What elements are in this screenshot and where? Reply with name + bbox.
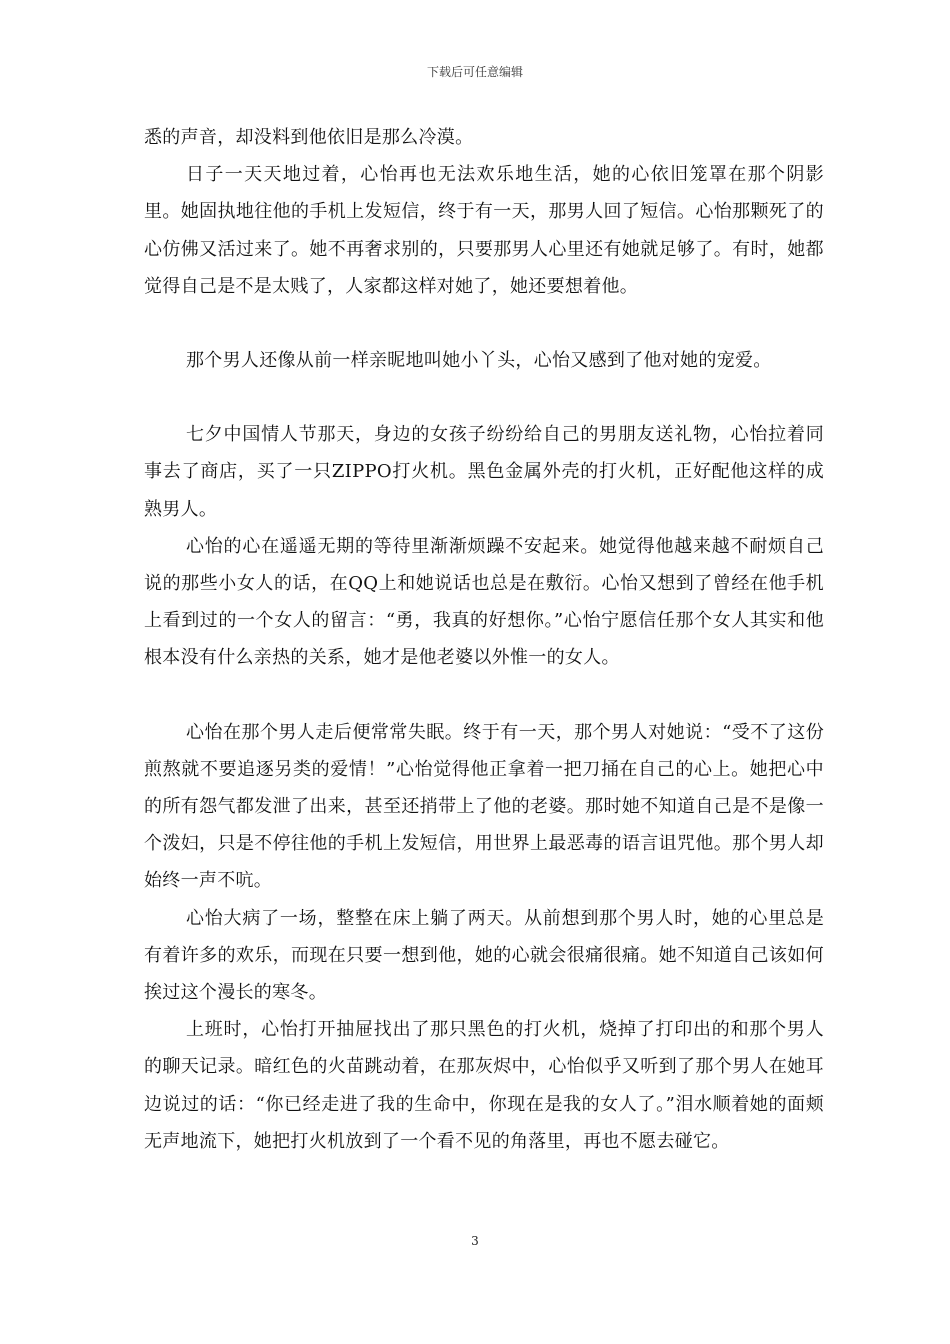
paragraph-continuation: 悉的声音，却没料到他依旧是那么冷漠。 bbox=[144, 127, 474, 148]
paragraph: 心怡的心在遥遥无期的等待里渐渐烦躁不安起来。她觉得他越来越不耐烦自己说的那些小女人的话，在QQ上和她说话也总是在敷衍。心怡又想到了曾经在他手机上看到过的一个女人的留言：“勇，我真的好想你。”心怡宁愿信任那个女人其实和他根本没有什么亲热的关系，她才是他老婆以外惟一的女人。 bbox=[144, 535, 824, 669]
document-body bbox=[144, 119, 824, 1160]
page-number: 3 bbox=[471, 1234, 479, 1248]
page-header: 下载后可任意编辑 bbox=[426, 65, 523, 79]
paragraph: 心怡在那个男人走后便常常失眠。终于有一天，那个男人对她说：“受不了这份煎熬就不要追逐另类的爱情！”心怡觉得他正拿着一把刀捅在自己的心上。她把心中的所有怨气都发泄了出来，甚至还捎带上了他的老婆。那时她不知道自己是不是像一个泼妇，只是不停往他的手机上发短信，用世界上最恶毒的语言诅咒他。那个男人却始终一声不吭。 bbox=[144, 721, 824, 892]
paragraph: 那个男人还像从前一样亲昵地叫她小丫头，心怡又感到了他对她的宠爱。 bbox=[186, 350, 772, 372]
paragraph: 上班时，心怡打开抽屉找出了那只黑色的打火机，烧掉了打印出的和那个男人的聊天记录。暗红色的火苗跳动着，在那灰烬中，心怡似乎又听到了那个男人在她耳边说过的话：“你已经走进了我的生命中，你现在是我的女人了。”泪水顺着她的面颊无声地流下，她把打火机放到了一个看不见的角落里，再也不愿去碰它。 bbox=[144, 1019, 824, 1152]
paragraph: 七夕中国情人节那天，身边的女孩子纷纷给自己的男朋友送礼物，心怡拉着同事去了商店，买了一只ZIPPO打火机。黑色金属外壳的打火机，正好配他这样的成熟男人。 bbox=[144, 424, 824, 520]
paragraph: 日子一天天地过着，心怡再也无法欢乐地生活，她的心依旧笼罩在那个阴影里。她固执地往他的手机上发短信，终于有一天，那男人回了短信。心怡那颗死了的心仿佛又活过来了。她不再奢求别的，只要那男人心里还有她就足够了。有时，她都觉得自己是不是太贱了，人家都这样对她了，她还要想着他。 bbox=[144, 164, 824, 297]
paragraph: 心怡大病了一场，整整在床上躺了两天。从前想到那个男人时，她的心里总是有着许多的欢乐，而现在只要一想到他，她的心就会很痛很痛。她不知道自己该如何挨过这个漫长的寒冬。 bbox=[144, 907, 824, 1004]
